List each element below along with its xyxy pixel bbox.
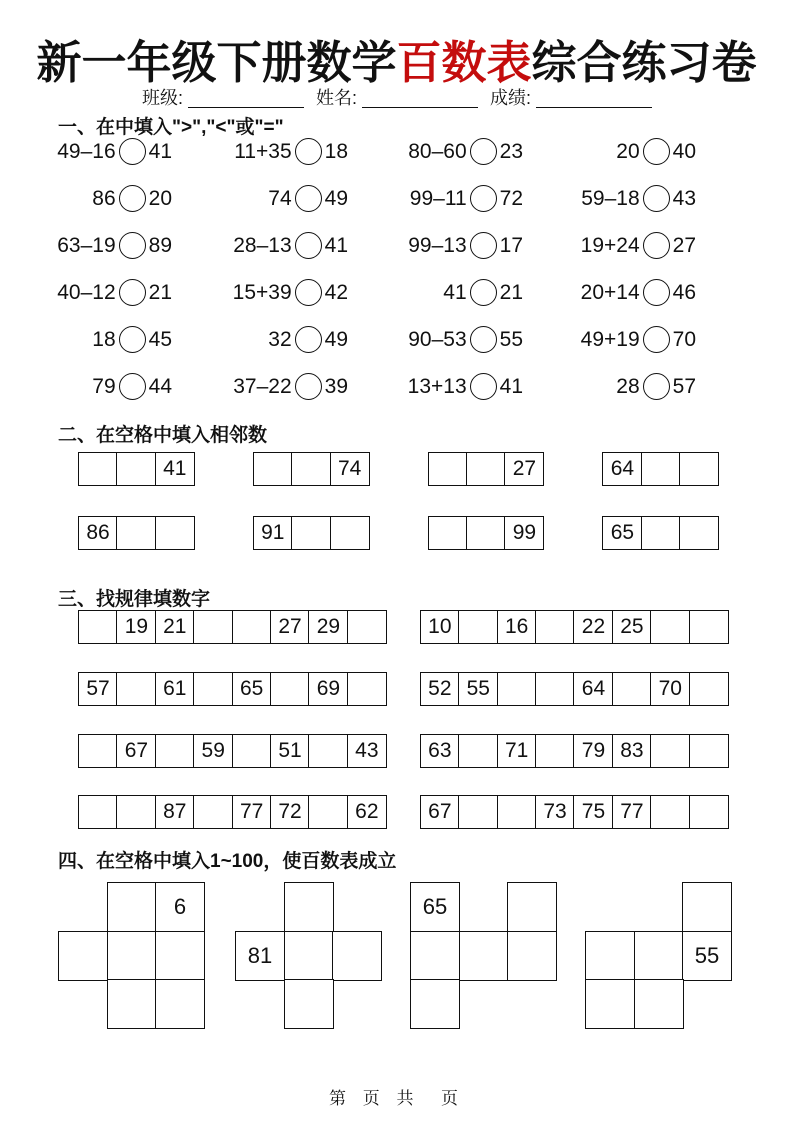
comparison-problem bbox=[172, 175, 348, 222]
right-number: 72 bbox=[499, 186, 523, 210]
given-number-cell: 62 bbox=[347, 795, 387, 829]
section4-shapes bbox=[0, 882, 793, 1042]
left-expression: 11+35 bbox=[234, 139, 292, 163]
compare-answer-circle[interactable] bbox=[295, 185, 322, 212]
right-number: 49 bbox=[324, 327, 348, 351]
blank-cell[interactable] bbox=[679, 516, 719, 550]
given-number-cell: 77 bbox=[612, 795, 652, 829]
given-number-cell: 83 bbox=[612, 734, 652, 768]
page-title bbox=[0, 38, 793, 88]
comparison-problem bbox=[348, 175, 523, 222]
blank-cell[interactable] bbox=[291, 452, 331, 486]
section3-heading: 三、找规律填数字 bbox=[58, 589, 211, 610]
comparison-problem bbox=[523, 222, 696, 269]
compare-answer-circle[interactable] bbox=[119, 185, 146, 212]
number-strip bbox=[428, 516, 545, 550]
compare-answer-circle[interactable] bbox=[295, 279, 322, 306]
right-number: 55 bbox=[499, 327, 523, 351]
given-number-cell: 75 bbox=[573, 795, 613, 829]
given-number-cell: 27 bbox=[504, 452, 544, 486]
compare-answer-circle[interactable] bbox=[295, 232, 322, 259]
right-number: 39 bbox=[324, 374, 348, 398]
given-number-cell: 81 bbox=[235, 931, 285, 981]
left-expression: 99–13 bbox=[408, 233, 467, 257]
right-number: 17 bbox=[499, 233, 523, 257]
given-number-cell: 55 bbox=[458, 672, 498, 706]
blank-cell[interactable] bbox=[78, 610, 118, 644]
blank-cell[interactable] bbox=[193, 610, 233, 644]
right-number: 89 bbox=[148, 233, 172, 257]
blank-cell[interactable] bbox=[650, 734, 690, 768]
comparison-problem bbox=[58, 269, 172, 316]
score-label: 成绩: bbox=[490, 88, 532, 108]
name-label: 姓名: bbox=[316, 88, 358, 108]
left-expression: 20+14 bbox=[580, 280, 640, 304]
right-number: 18 bbox=[324, 139, 348, 163]
given-number-cell: 6 bbox=[155, 882, 205, 932]
blank-cell[interactable] bbox=[107, 882, 157, 932]
left-expression: 19+24 bbox=[580, 233, 640, 257]
given-number-cell: 67 bbox=[116, 734, 156, 768]
blank-cell[interactable] bbox=[107, 931, 157, 981]
given-number-cell: 19 bbox=[116, 610, 156, 644]
blank-cell[interactable] bbox=[507, 931, 557, 981]
comparison-problem bbox=[348, 316, 523, 363]
compare-answer-circle[interactable] bbox=[470, 373, 497, 400]
right-number: 41 bbox=[148, 139, 172, 163]
comparison-problem bbox=[172, 316, 348, 363]
blank-cell[interactable] bbox=[155, 979, 205, 1029]
compare-answer-circle[interactable] bbox=[470, 232, 497, 259]
right-number: 21 bbox=[148, 280, 172, 304]
given-number-cell: 70 bbox=[650, 672, 690, 706]
right-number: 42 bbox=[324, 280, 348, 304]
blank-cell[interactable] bbox=[535, 734, 575, 768]
number-strip bbox=[420, 610, 729, 644]
blank-cell[interactable] bbox=[682, 882, 732, 932]
given-number-cell: 73 bbox=[535, 795, 575, 829]
number-strip bbox=[78, 734, 387, 768]
right-number: 41 bbox=[324, 233, 348, 257]
given-number-cell: 27 bbox=[270, 610, 310, 644]
number-strip bbox=[420, 795, 729, 829]
blank-cell[interactable] bbox=[689, 795, 729, 829]
blank-cell[interactable] bbox=[466, 452, 506, 486]
given-number-cell: 64 bbox=[573, 672, 613, 706]
compare-answer-circle[interactable] bbox=[119, 279, 146, 306]
left-expression: 40–12 bbox=[57, 280, 116, 304]
blank-cell[interactable] bbox=[107, 979, 157, 1029]
hundred-chart-fragment bbox=[235, 882, 383, 1030]
blank-cell[interactable] bbox=[232, 734, 272, 768]
number-strip bbox=[253, 516, 370, 550]
blank-cell[interactable] bbox=[116, 672, 156, 706]
blank-cell[interactable] bbox=[291, 516, 331, 550]
blank-cell[interactable] bbox=[308, 734, 348, 768]
blank-cell[interactable] bbox=[641, 516, 681, 550]
blank-cell[interactable] bbox=[585, 979, 635, 1029]
given-number-cell: 10 bbox=[420, 610, 460, 644]
blank-cell[interactable] bbox=[347, 610, 387, 644]
number-strip bbox=[420, 672, 729, 706]
given-number-cell: 16 bbox=[497, 610, 537, 644]
given-number-cell: 55 bbox=[682, 931, 732, 981]
number-strip bbox=[78, 610, 387, 644]
blank-cell[interactable] bbox=[116, 795, 156, 829]
given-number-cell: 64 bbox=[602, 452, 642, 486]
class-label: 班级: bbox=[142, 88, 184, 108]
blank-cell[interactable] bbox=[466, 516, 506, 550]
comparison-problem bbox=[58, 175, 172, 222]
hundred-chart-fragment bbox=[410, 882, 558, 1030]
compare-answer-circle[interactable] bbox=[470, 138, 497, 165]
score-blank-line[interactable] bbox=[536, 105, 652, 108]
compare-answer-circle[interactable] bbox=[470, 279, 497, 306]
blank-cell[interactable] bbox=[270, 672, 310, 706]
compare-answer-circle[interactable] bbox=[643, 185, 670, 212]
blank-cell[interactable] bbox=[78, 795, 118, 829]
comparison-problem bbox=[348, 363, 523, 410]
number-strip bbox=[78, 452, 195, 486]
given-number-cell: 69 bbox=[308, 672, 348, 706]
blank-cell[interactable] bbox=[284, 882, 334, 932]
left-expression: 49–16 bbox=[57, 139, 116, 163]
left-expression: 32 bbox=[268, 327, 292, 351]
left-expression: 59–18 bbox=[581, 186, 640, 210]
given-number-cell: 59 bbox=[193, 734, 233, 768]
left-expression: 15+39 bbox=[232, 280, 292, 304]
blank-cell[interactable] bbox=[193, 672, 233, 706]
blank-cell[interactable] bbox=[155, 734, 195, 768]
title-post: 综合练习卷 bbox=[531, 37, 757, 89]
compare-answer-circle[interactable] bbox=[295, 138, 322, 165]
blank-cell[interactable] bbox=[689, 734, 729, 768]
given-number-cell: 57 bbox=[78, 672, 118, 706]
given-number-cell: 25 bbox=[612, 610, 652, 644]
blank-cell[interactable] bbox=[253, 452, 293, 486]
comparison-problem bbox=[348, 128, 523, 175]
blank-cell[interactable] bbox=[78, 734, 118, 768]
compare-answer-circle[interactable] bbox=[643, 232, 670, 259]
blank-cell[interactable] bbox=[458, 795, 498, 829]
number-strip bbox=[420, 734, 729, 768]
given-number-cell: 51 bbox=[270, 734, 310, 768]
blank-cell[interactable] bbox=[155, 516, 195, 550]
compare-answer-circle[interactable] bbox=[119, 232, 146, 259]
compare-answer-circle[interactable] bbox=[119, 138, 146, 165]
compare-answer-circle[interactable] bbox=[470, 185, 497, 212]
compare-answer-circle[interactable] bbox=[643, 279, 670, 306]
right-number: 49 bbox=[324, 186, 348, 210]
blank-cell[interactable] bbox=[641, 452, 681, 486]
blank-cell[interactable] bbox=[428, 516, 468, 550]
blank-cell[interactable] bbox=[308, 795, 348, 829]
right-number: 21 bbox=[499, 280, 523, 304]
comparison-problem bbox=[523, 175, 696, 222]
blank-cell[interactable] bbox=[410, 979, 460, 1029]
section3-row bbox=[78, 610, 729, 644]
blank-cell[interactable] bbox=[347, 672, 387, 706]
student-info-line bbox=[142, 84, 652, 110]
blank-cell[interactable] bbox=[155, 931, 205, 981]
right-number: 44 bbox=[148, 374, 172, 398]
section2-row bbox=[78, 516, 719, 550]
blank-cell[interactable] bbox=[634, 979, 684, 1029]
given-number-cell: 74 bbox=[330, 452, 370, 486]
blank-cell[interactable] bbox=[507, 882, 557, 932]
right-number: 57 bbox=[672, 374, 696, 398]
blank-cell[interactable] bbox=[332, 931, 382, 981]
blank-cell[interactable] bbox=[458, 610, 498, 644]
blank-cell[interactable] bbox=[585, 931, 635, 981]
given-number-cell: 61 bbox=[155, 672, 195, 706]
left-expression: 13+13 bbox=[407, 374, 467, 398]
blank-cell[interactable] bbox=[232, 610, 272, 644]
number-strip bbox=[78, 516, 195, 550]
comparison-problem bbox=[172, 363, 348, 410]
compare-answer-circle[interactable] bbox=[470, 326, 497, 353]
left-expression: 79 bbox=[92, 374, 116, 398]
hundred-chart-fragment bbox=[585, 882, 733, 1030]
left-expression: 37–22 bbox=[233, 374, 292, 398]
comparison-problem bbox=[172, 128, 348, 175]
right-number: 27 bbox=[672, 233, 696, 257]
section2-row bbox=[78, 452, 719, 486]
given-number-cell: 65 bbox=[602, 516, 642, 550]
comparison-problem bbox=[172, 269, 348, 316]
blank-cell[interactable] bbox=[58, 931, 108, 981]
right-number: 43 bbox=[672, 186, 696, 210]
number-strip bbox=[253, 452, 370, 486]
section3-row bbox=[78, 734, 729, 768]
blank-cell[interactable] bbox=[689, 672, 729, 706]
right-number: 40 bbox=[672, 139, 696, 163]
number-strip bbox=[428, 452, 545, 486]
left-expression: 28–13 bbox=[233, 233, 292, 257]
blank-cell[interactable] bbox=[497, 795, 537, 829]
blank-cell[interactable] bbox=[497, 672, 537, 706]
compare-answer-circle[interactable] bbox=[295, 373, 322, 400]
title-pre: 新一年级下册数学 bbox=[36, 37, 397, 89]
comparison-problem bbox=[523, 128, 696, 175]
hundred-chart-fragment bbox=[58, 882, 206, 1030]
number-strip bbox=[78, 672, 387, 706]
compare-answer-circle[interactable] bbox=[643, 326, 670, 353]
left-expression: 49+19 bbox=[580, 327, 640, 351]
given-number-cell: 91 bbox=[253, 516, 293, 550]
given-number-cell: 72 bbox=[270, 795, 310, 829]
comparison-problem bbox=[523, 316, 696, 363]
left-expression: 74 bbox=[268, 186, 292, 210]
given-number-cell: 65 bbox=[232, 672, 272, 706]
compare-answer-circle[interactable] bbox=[119, 326, 146, 353]
right-number: 23 bbox=[499, 139, 523, 163]
blank-cell[interactable] bbox=[284, 979, 334, 1029]
comparison-problem bbox=[523, 269, 696, 316]
given-number-cell: 29 bbox=[308, 610, 348, 644]
section1-heading: 一、在中填入">","<"或"=" bbox=[58, 117, 284, 138]
blank-cell[interactable] bbox=[410, 931, 460, 981]
left-expression: 28 bbox=[616, 374, 640, 398]
comparison-problem bbox=[348, 269, 523, 316]
blank-cell[interactable] bbox=[193, 795, 233, 829]
number-strip bbox=[602, 452, 719, 486]
name-blank-line[interactable] bbox=[362, 105, 478, 108]
given-number-cell: 99 bbox=[504, 516, 544, 550]
left-expression: 86 bbox=[92, 186, 116, 210]
right-number: 41 bbox=[499, 374, 523, 398]
compare-answer-circle[interactable] bbox=[643, 373, 670, 400]
given-number-cell: 52 bbox=[420, 672, 460, 706]
given-number-cell: 21 bbox=[155, 610, 195, 644]
blank-cell[interactable] bbox=[679, 452, 719, 486]
blank-cell[interactable] bbox=[650, 795, 690, 829]
right-number: 46 bbox=[672, 280, 696, 304]
blank-cell[interactable] bbox=[284, 931, 334, 981]
given-number-cell: 79 bbox=[573, 734, 613, 768]
section1-problems bbox=[58, 128, 696, 410]
comparison-problem bbox=[58, 316, 172, 363]
left-expression: 20 bbox=[616, 139, 640, 163]
given-number-cell: 65 bbox=[410, 882, 460, 932]
class-blank-line[interactable] bbox=[188, 105, 304, 108]
blank-cell[interactable] bbox=[116, 516, 156, 550]
blank-cell[interactable] bbox=[634, 931, 684, 981]
blank-cell[interactable] bbox=[459, 931, 509, 981]
given-number-cell: 63 bbox=[420, 734, 460, 768]
page-footer: 第 页 共 页 bbox=[329, 1089, 464, 1108]
given-number-cell: 41 bbox=[155, 452, 195, 486]
comparison-problem bbox=[58, 128, 172, 175]
blank-cell[interactable] bbox=[612, 672, 652, 706]
given-number-cell: 71 bbox=[497, 734, 537, 768]
comparison-problem bbox=[58, 363, 172, 410]
compare-answer-circle[interactable] bbox=[295, 326, 322, 353]
compare-answer-circle[interactable] bbox=[643, 138, 670, 165]
right-number: 70 bbox=[672, 327, 696, 351]
left-expression: 63–19 bbox=[57, 233, 116, 257]
comparison-problem bbox=[172, 222, 348, 269]
blank-cell[interactable] bbox=[650, 610, 690, 644]
blank-cell[interactable] bbox=[330, 516, 370, 550]
given-number-cell: 67 bbox=[420, 795, 460, 829]
title-highlight: 百数表 bbox=[396, 37, 532, 89]
section4-heading: 四、在空格中填入1~100，使百数表成立 bbox=[58, 851, 397, 872]
blank-cell[interactable] bbox=[78, 452, 118, 486]
left-expression: 41 bbox=[443, 280, 467, 304]
blank-cell[interactable] bbox=[535, 672, 575, 706]
section3-row bbox=[78, 672, 729, 706]
comparison-problem bbox=[58, 222, 172, 269]
right-number: 45 bbox=[148, 327, 172, 351]
left-expression: 18 bbox=[92, 327, 116, 351]
given-number-cell: 22 bbox=[573, 610, 613, 644]
blank-cell[interactable] bbox=[535, 610, 575, 644]
left-expression: 80–60 bbox=[408, 139, 467, 163]
left-expression: 90–53 bbox=[408, 327, 467, 351]
given-number-cell: 87 bbox=[155, 795, 195, 829]
given-number-cell: 43 bbox=[347, 734, 387, 768]
left-expression: 99–11 bbox=[409, 186, 467, 210]
comparison-problem bbox=[348, 222, 523, 269]
blank-cell[interactable] bbox=[428, 452, 468, 486]
section2-heading: 二、在空格中填入相邻数 bbox=[58, 425, 268, 446]
number-strip bbox=[602, 516, 719, 550]
section3-row bbox=[78, 795, 729, 829]
number-strip bbox=[78, 795, 387, 829]
given-number-cell: 77 bbox=[232, 795, 272, 829]
comparison-problem bbox=[523, 363, 696, 410]
compare-answer-circle[interactable] bbox=[119, 373, 146, 400]
blank-cell[interactable] bbox=[116, 452, 156, 486]
blank-cell[interactable] bbox=[689, 610, 729, 644]
right-number: 20 bbox=[148, 186, 172, 210]
blank-cell[interactable] bbox=[458, 734, 498, 768]
given-number-cell: 86 bbox=[78, 516, 118, 550]
